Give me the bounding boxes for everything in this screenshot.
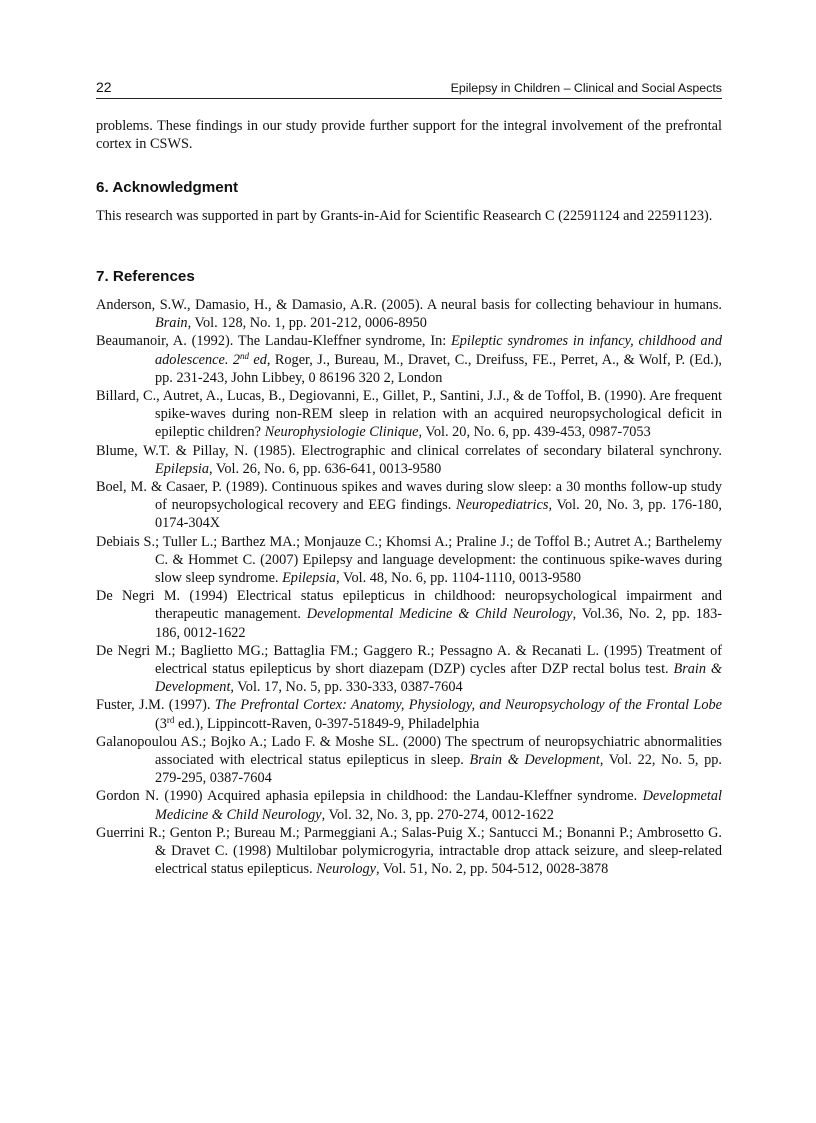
acknowledgment-text: This research was supported in part by Grants-in-Aid for Scientific Reasearch C (22591124 and 22591123). (96, 208, 713, 224)
running-title: Epilepsy in Children – Clinical and Social Aspects (450, 81, 722, 95)
reference-item: Galanopoulou AS.; Bojko A.; Lado F. & Moshe SL. (2000) The spectrum of neuropsychiatric abnormalities associated with electrical status epilepticus in sleep. Brain & Development, Vol. 22, No. 5, pp. 279-295, 0387-7604 (96, 733, 722, 787)
references-heading: 7. References (96, 268, 195, 285)
reference-item: Debiais S.; Tuller L.; Barthez MA.; Monjauze C.; Khomsi A.; Praline J.; de Toffol B.; Autret A.; Barthelemy C. & Hommet C. (2007) Epilepsy and language development: the continuous spike-waves during slow sleep syndrome. Epilepsia, Vol. 48, No. 6, pp. 1104-1110, 0013-9580 (96, 533, 722, 587)
reference-item: De Negri M.; Baglietto MG.; Battaglia FM.; Gaggero R.; Pessagno A. & Recanati L. (1995) Treatment of electrical status epilepticus by short diazepam (DZP) cycles after DZP rectal bolus test. Brain & Development, Vol. 17, No. 5, pp. 330-333, 0387-7604 (96, 642, 722, 696)
reference-list (96, 296, 722, 879)
reference-item: Gordon N. (1990) Acquired aphasia epilepsia in childhood: the Landau-Kleffner syndrome. Developmetal Medicine & Child Neurology, Vol. 32, No. 3, pp. 270-274, 0012-1622 (96, 788, 722, 823)
reference-item: Beaumanoir, A. (1992). The Landau-Kleffner syndrome, In: Epileptic syndromes in infancy, childhood and adolescence. 2nd ed, Roger, J., Bureau, M., Dravet, C., Dreifuss, FE., Perret, A., & Wolf, P. (Ed.), pp. 231-243, John Libbey, 0 86196 320 2, London (96, 333, 723, 386)
reference-item: Fuster, J.M. (1997). The Prefrontal Cortex: Anatomy, Physiology, and Neuropsychology of the Frontal Lobe (3rd ed.), Lippincott-Raven, 0-397-51849-9, Philadelphia (96, 697, 722, 732)
reference-item: De Negri M. (1994) Electrical status epilepticus in childhood: neuropsychological impairment and therapeutic management. Developmental Medicine & Child Neurology, Vol.36, No. 2, pp. 183-186, 0012-1622 (96, 588, 722, 641)
reference-item: Guerrini R.; Genton P.; Bureau M.; Parmeggiani A.; Salas-Puig X.; Santucci M.; Bonanni P.; Ambrosetto G. & Dravet C. (1998) Multilobar polymicrogyria, intractable drop attack seizure, and sleep-related electrical status epilepticus. Neurology, Vol. 51, No. 2, pp. 504-512, 0028-3878 (96, 824, 722, 878)
reference-item: Boel, M. & Casaer, P. (1989). Continuous spikes and waves during slow sleep: a 30 months follow-up study of neuropsychological recovery and EEG findings. Neuropediatrics, Vol. 20, No. 3, pp. 176-180, 0174-304X (96, 479, 722, 532)
reference-item: Anderson, S.W., Damasio, H., & Damasio, A.R. (2005). A neural basis for collecting behaviour in humans. Brain, Vol. 128, No. 1, pp. 201-212, 0006-8950 (96, 297, 722, 332)
page-number: 22 (96, 79, 112, 95)
reference-item: Blume, W.T. & Pillay, N. (1985). Electrographic and clinical correlates of secondary bilateral synchrony. Epilepsia, Vol. 26, No. 6, pp. 636-641, 0013-9580 (96, 442, 722, 477)
acknowledgment-heading: 6. Acknowledgment (96, 179, 239, 196)
running-header (96, 78, 722, 99)
reference-item: Billard, C., Autret, A., Lucas, B., Degiovanni, E., Gillet, P., Santini, J.J., & de Toffol, B. (1990). Are frequent spike-waves during non-REM sleep in relation with an acquired neuropsychological deficit in epileptic children? Neurophysiologie Clinique, Vol. 20, No. 6, pp. 439-453, 0987-7053 (96, 388, 722, 441)
intro-paragraph: problems. These findings in our study provide further support for the integral involvement of the prefrontal cortex in CSWS. (96, 118, 722, 153)
